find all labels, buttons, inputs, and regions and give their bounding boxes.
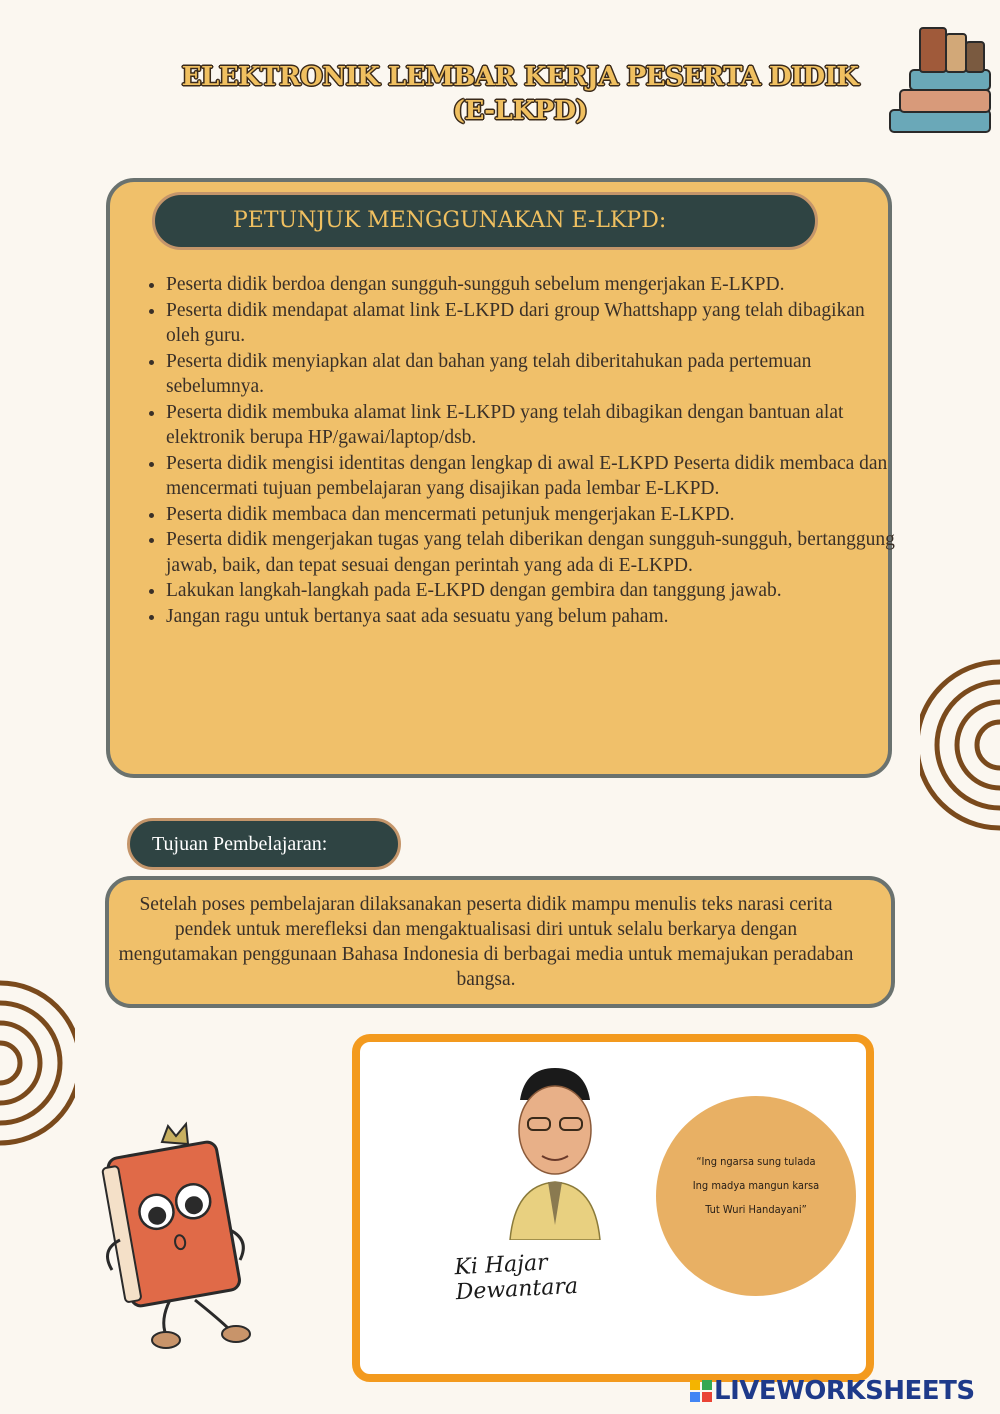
books-icon <box>880 20 1000 140</box>
list-item: • Peserta didik mendapat alamat link E-LKPD dari group Whattshapp yang telah dibagikan oleh guru. <box>166 298 896 349</box>
list-item: • Lakukan langkah-langkah pada E-LKPD dengan gembira dan tanggung jawab. <box>166 578 896 604</box>
instructions-heading: PETUNJUK MENGGUNAKAN E-LKPD: <box>152 192 818 250</box>
list-item: • Peserta didik menyiapkan alat dan bahan yang telah diberitahukan pada pertemuan sebelumnya. <box>166 349 896 400</box>
objectives-label: Tujuan Pembelajaran: <box>127 818 401 870</box>
book-mascot-icon <box>90 1120 270 1360</box>
signature: Ki Hajar Dewantara <box>453 1250 579 1306</box>
title-line-1: ELEKTRONIK LEMBAR KERJA PESERTA DIDIK <box>181 62 859 92</box>
list-item: • Peserta didik mengerjakan tugas yang telah diberikan dengan sungguh-sungguh, bertanggung jawab, baik, dan tepat sesuai dengan perintah yang ada di E-LKPD. <box>166 527 896 578</box>
portrait-illustration-icon <box>490 1060 620 1240</box>
objectives-text: Setelah poses pembelajaran dilaksanakan peserta didik mampu menulis teks narasi cerita pendek untuk merefleksi dan mengaktualisasi diri untuk selalu berkarya dengan mengutamakan penggunaan Bahasa Indonesia di berbagai media untuk memajukan peradaban bangsa. <box>118 894 854 990</box>
quote-text <box>666 1150 846 1222</box>
title-line-2: (E-LKPD) <box>452 96 588 126</box>
list-item: • Peserta didik mengisi identitas dengan lengkap di awal E-LKPD Peserta didik membaca dan mencermati tujuan pembelajaran yang disajikan pada lembar E-LKPD. <box>166 451 896 502</box>
list-item: • Jangan ragu untuk bertanya saat ada sesuatu yang belum paham. <box>166 604 896 630</box>
liveworksheets-logo[interactable] <box>690 1376 990 1406</box>
page-title <box>150 60 890 128</box>
instructions-list <box>130 272 896 629</box>
liveworksheets-logo-icon <box>690 1380 712 1402</box>
list-item: • Peserta didik membuka alamat link E-LKPD yang telah dibagikan dengan bantuan alat elektronik berupa HP/gawai/laptop/dsb. <box>166 400 896 451</box>
arc-decoration-icon <box>0 975 75 1150</box>
arc-decoration-icon <box>920 650 1000 840</box>
quote-line: Ing madya mangun karsa <box>692 1179 820 1192</box>
list-item: • Peserta didik membaca dan mencermati petunjuk mengerjakan E-LKPD. <box>166 502 896 528</box>
list-item: • Peserta didik berdoa dengan sungguh-sungguh sebelum mengerjakan E-LKPD. <box>166 272 896 298</box>
quote-line: Tut Wuri Handayani” <box>705 1203 807 1216</box>
quote-line: “Ing ngarsa sung tulada <box>696 1155 816 1168</box>
brand-name: LIVEWORKSHEETS <box>714 1376 975 1406</box>
